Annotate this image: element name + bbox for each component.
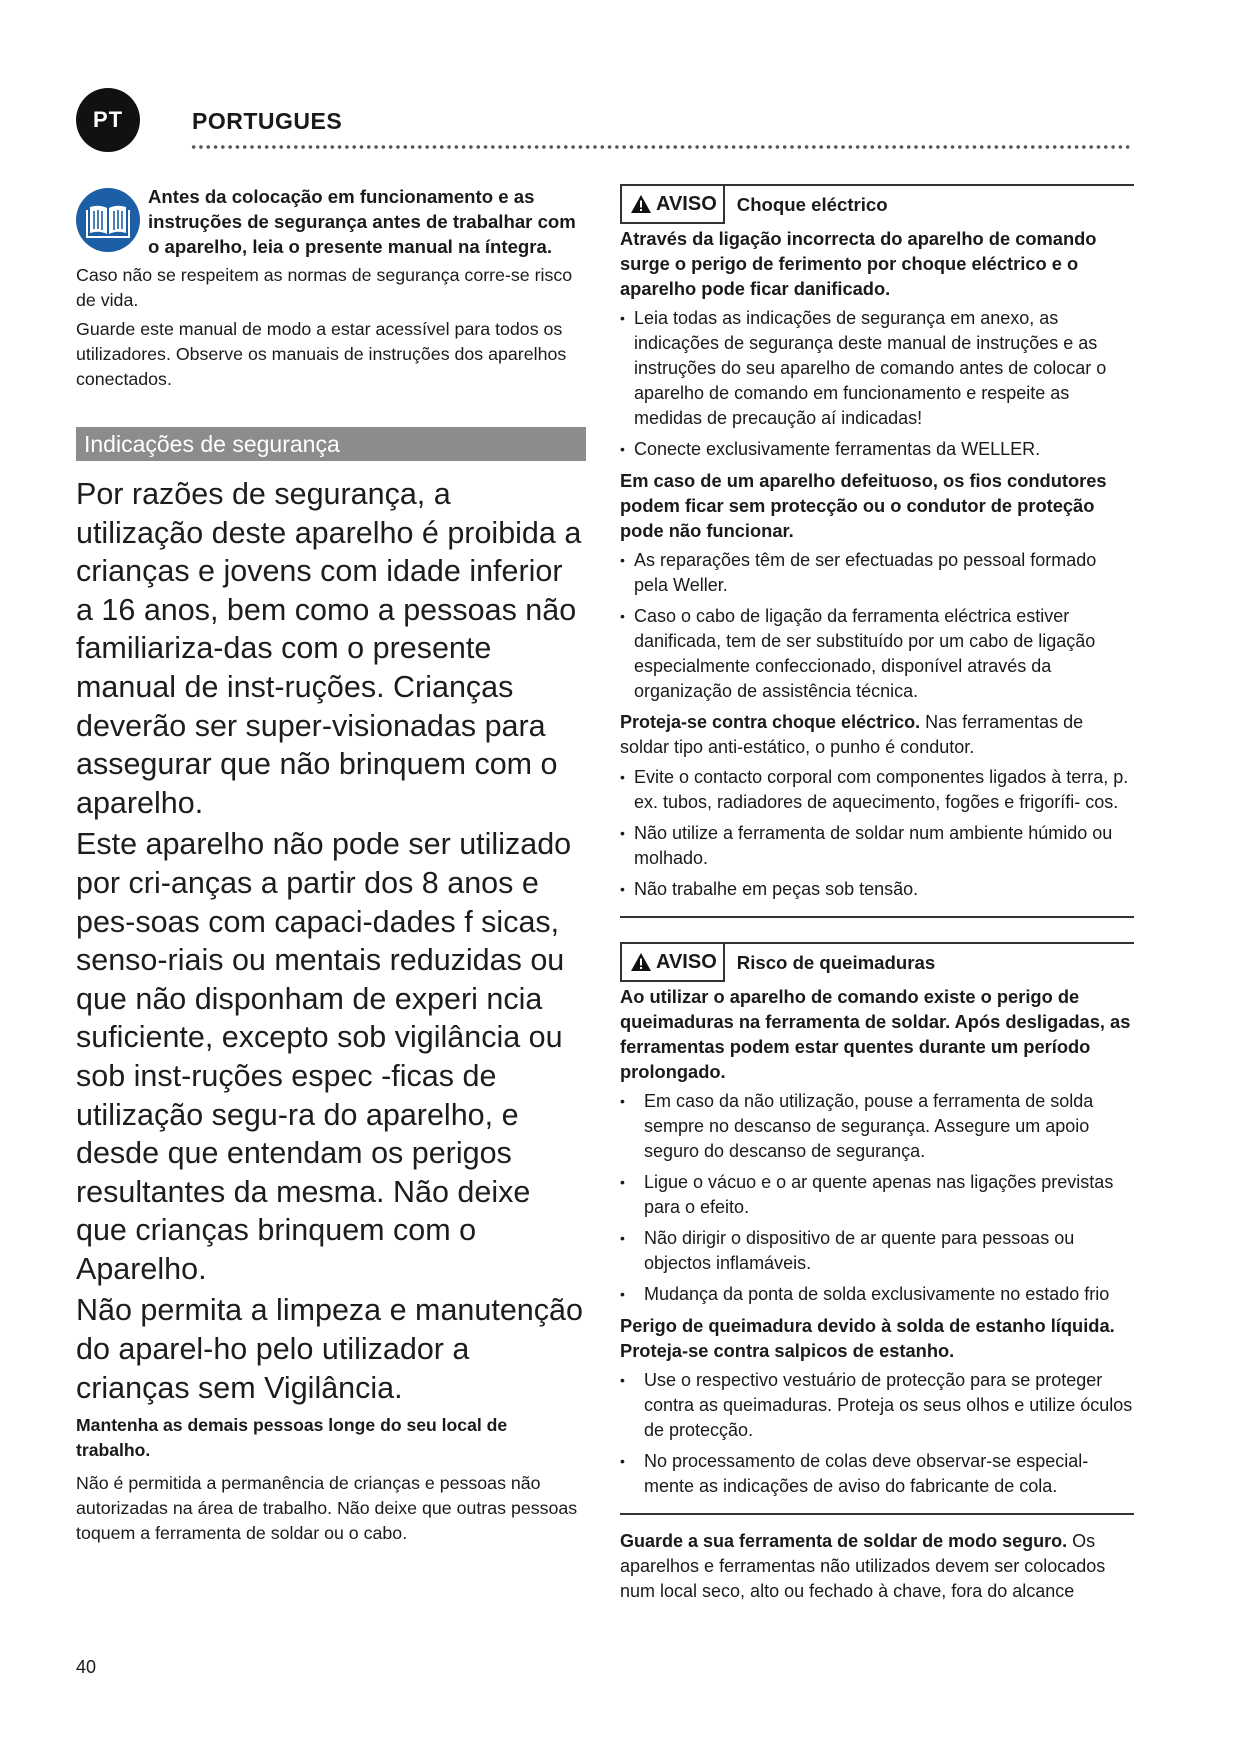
bullet-list: [620, 306, 1134, 462]
intro-paragraph-2: Guarde este manual de modo a estar acessível para todos os utilizadores. Observe os manuais de instruções dos aparelhos conectados.: [76, 319, 567, 389]
warning-title: Risco de queimaduras: [736, 952, 936, 973]
warning-electric-shock: [620, 184, 1134, 918]
intro-paragraph-1: Caso não se respeitem as normas de segurança corre-se risco de vida.: [76, 265, 573, 310]
left-column: [76, 184, 586, 1546]
language-badge: [76, 88, 140, 152]
bullet-list: [620, 1368, 1134, 1499]
supervision-paragraph: Este aparelho não pode ser utilizado por cri-anças a partir dos 8 anos e pes-soas com capaci-dades f sicas, senso-riais ou mentais reduzidas ou que não disponham de experi ncia suficiente, excepto sob vigilância ou sob inst-ruções espec -ficas de utilização segu-ra do aparelho, e desde que entendam os perigos resultantes da mesma. Não deixe que crianças brinquem com o Aparelho.: [76, 827, 572, 1286]
list-item: • Em caso da não utilização, pouse a ferramenta de solda sempre no descanso de segurança. Assegure um apoio seguro do descanso de segurança.: [620, 1089, 1134, 1164]
intro-block: [76, 184, 586, 259]
warning-lead: Ao utilizar o aparelho de comando existe o perigo de queimaduras na ferramenta de soldar. Após desligadas, as ferramentas podem estar quentes durante um período prolongado.: [620, 986, 1131, 1082]
warning-header: [620, 186, 1134, 224]
warning-triangle-icon: [630, 194, 652, 214]
warning-header: [620, 944, 1134, 982]
list-item: • Leia todas as indicações de segurança em anexo, as indicações de segurança deste manual de instruções e as instruções do seu aparelho de comando antes de colocar o aparelho de comando em funcionamento e respeite as medidas de precaução aí indicadas!: [620, 306, 1134, 431]
children-warning-paragraph: Por razões de segurança, a utilização deste aparelho é proibida a crianças e jovens com idade inferior a 16 anos, bem como a pessoas não familiariza-das com o presente manual de inst-ruções. Crianças deverão ser super-visionadas para assegurar que não brinquem com o aparelho.: [76, 477, 582, 820]
warning-burn-risk: [620, 942, 1134, 1515]
page-number: 40: [76, 1657, 97, 1677]
aviso-label: AVISO: [620, 944, 725, 982]
list-item: • Ligue o vácuo e o ar quente apenas nas ligações previstas para o efeito.: [620, 1170, 1134, 1220]
dotted-divider: [190, 144, 1132, 150]
cleaning-paragraph: Não permita a limpeza e manutenção do aparel-ho pelo utilizador a crianças sem Vigilância.: [76, 1293, 583, 1405]
manual-book-icon: [76, 188, 140, 252]
tin-heading: Perigo de queimadura devido à solda de estanho líquida. Proteja-se contra salpicos de estanho.: [620, 1315, 1115, 1361]
right-column: [620, 184, 1134, 1604]
list-item: • As reparações têm de ser efectuadas po pessoal formado pela Weller.: [620, 548, 1134, 598]
language-title: PORTUGUES: [192, 108, 343, 134]
list-item: • Não utilize a ferramenta de soldar num ambiente húmido ou molhado.: [620, 821, 1134, 871]
list-item: • Não trabalhe em peças sob tensão.: [620, 877, 1134, 902]
section-heading: Indicações de segurança: [76, 427, 586, 461]
list-item: • Mudança da ponta de solda exclusivamente no estado frio: [620, 1282, 1134, 1307]
storage-paragraph: Guarde a sua ferramenta de soldar de modo seguro. Os aparelhos e ferramentas não utilizados devem ser colocados num local seco, alto ou fechado à chave, fora do alcance: [620, 1531, 1106, 1601]
warning-triangle-icon: [630, 952, 652, 972]
keep-away-heading: Mantenha as demais pessoas longe do seu local de trabalho.: [76, 1415, 508, 1461]
list-item: • Caso o cabo de ligação da ferramenta eléctrica estiver danificada, tem de ser substituído por um cabo de ligação especialmente confeccionado, disponível através da organização de assistência técnica.: [620, 604, 1134, 704]
language-code: PT: [92, 107, 124, 132]
list-item: • No processamento de colas deve observar-se especial-mente as indicações de aviso do fabricante de cola.: [620, 1449, 1134, 1499]
list-item: • Use o respectivo vestuário de protecção para se proteger contra as queimaduras. Proteja os seus olhos e utilize óculos de protecção.: [620, 1368, 1134, 1443]
list-item: • Não dirigir o dispositivo de ar quente para pessoas ou objectos inflamáveis.: [620, 1226, 1134, 1276]
intro-bold-text: Antes da colocação em funcionamento e as instruções de segurança antes de trabalhar com o aparelho, leia o presente manual na íntegra.: [148, 186, 576, 257]
keep-away-paragraph: Não é permitida a permanência de crianças e pessoas não autorizadas na área de trabalho. Não deixe que outras pessoas toquem a ferramenta de soldar ou o cabo.: [76, 1473, 578, 1544]
bullet-list: [620, 1089, 1134, 1307]
defect-heading: Em caso de um aparelho defeituoso, os fios condutores podem ficar sem protecção ou o condutor de proteção pode não funcionar.: [620, 470, 1107, 541]
aviso-label: AVISO: [620, 186, 725, 224]
list-item: • Conecte exclusivamente ferramentas da WELLER.: [620, 437, 1134, 462]
warning-lead: Através da ligação incorrecta do aparelho de comando surge o perigo de ferimento por choque eléctrico e o aparelho pode ficar danificado.: [620, 228, 1097, 299]
bullet-list: [620, 765, 1134, 902]
protect-paragraph: Proteja-se contra choque eléctrico. Nas ferramentas de soldar tipo anti-estático, o punho é condutor.: [620, 712, 1084, 757]
bullet-list: [620, 548, 1134, 704]
list-item: • Evite o contacto corporal com componentes ligados à terra, p. ex. tubos, radiadores de aquecimento, fogões e frigorífi- cos.: [620, 765, 1134, 815]
warning-title: Choque eléctrico: [736, 194, 888, 215]
